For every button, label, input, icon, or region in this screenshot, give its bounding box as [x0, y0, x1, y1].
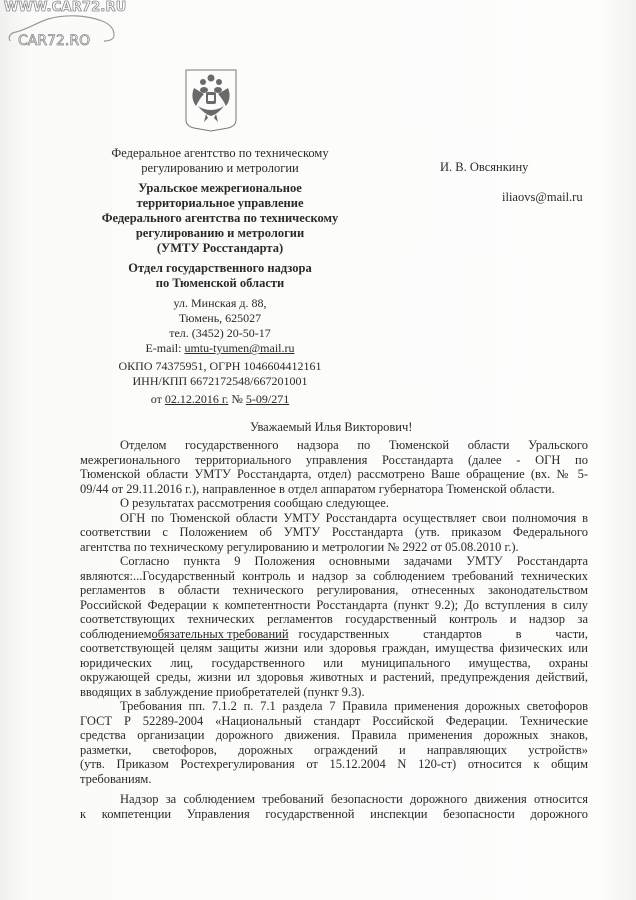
- paragraph: [80, 554, 588, 699]
- text-line: разметки, светофоров, дорожных ограждений и направляющих устройств»: [80, 742, 588, 757]
- letter-date: 02.12.2016 г.: [164, 392, 229, 406]
- sender-email-link[interactable]: umtu-tyumen@mail.ru: [184, 341, 295, 355]
- text-line: требованиям.: [80, 771, 152, 786]
- text-line: соответствующей целям защиты жизни или здоровья граждан, имущества физических или: [80, 641, 588, 655]
- text-line: Требования пп. 7.1.2 п. 7.1 раздела 7 Правила применения дорожных светофоров: [120, 699, 588, 713]
- department-line: Уральское межрегиональное: [138, 181, 302, 195]
- paragraph: [80, 792, 588, 821]
- email-label: E-mail:: [145, 341, 185, 355]
- paragraph: [80, 511, 588, 555]
- text-line: являются:...Государственный контроль и надзор за соблюдением требований технических: [80, 568, 588, 583]
- address-line: Тюмень, 625027: [178, 311, 262, 325]
- department-line: (УМТУ Росстандарта): [156, 241, 284, 255]
- underlined-text: обязательных требований: [151, 626, 289, 641]
- okpo-line: ОКПО 74375951, ОГРН 1046604412161: [118, 359, 322, 373]
- text-line: Надзор за соблюдением требований безопасности дорожного движения относится: [120, 792, 588, 806]
- date-prefix: от: [150, 392, 165, 406]
- text-line: ГОСТ Р 52289-2004 «Национальный стандарт Российской Федерации. Технические: [80, 713, 588, 728]
- text-line: юридических лиц, государственного или муниципального имущества, охраны: [80, 655, 588, 670]
- watermark: [2, 0, 132, 50]
- recipient-email: iliaovs@mail.ru: [502, 190, 583, 204]
- address-line: ул. Минская д. 88,: [173, 296, 267, 310]
- text-line: Отделом государственного надзора по Тюменской области Уральского: [120, 438, 588, 452]
- agency-name: [80, 146, 360, 176]
- watermark-logo: CAR72.RO: [18, 33, 91, 49]
- department-name: [80, 181, 360, 256]
- sender-registration: [100, 359, 340, 389]
- text-line: О результатах рассмотрения сообщаю следующее.: [120, 496, 389, 510]
- division-line: по Тюменской области: [155, 276, 285, 290]
- text-line: соответствии с Положением об УМТУ Росстандарта (утв. приказом Федерального: [80, 525, 588, 539]
- russian-coat-of-arms-icon: [184, 68, 238, 134]
- division-line: Отдел государственного надзора: [128, 261, 312, 275]
- paragraph: [80, 699, 588, 786]
- letter-body: [80, 438, 588, 821]
- inn-line: ИНН/КПП 6672172548/667201001: [132, 374, 308, 388]
- text-line: средства организации дорожного движения. Правила применения дорожных знаков,: [80, 728, 588, 742]
- division-name: [80, 261, 360, 291]
- agency-line: Федеральное агентство по техническому: [111, 146, 329, 160]
- recipient-name: И. В. Овсянкину: [440, 160, 529, 174]
- letter-number: 5-09/271: [245, 392, 290, 406]
- text-line: регламентов в области технического регулирования, отнесенных законодательством: [80, 583, 588, 597]
- paragraph: [80, 438, 588, 496]
- department-line: Федерального агентства по техническому: [101, 211, 339, 225]
- text-fragment: государственных стандартов в части,: [298, 626, 588, 641]
- text-line: к компетенции Управления государственной инспекции безопасности дорожного: [80, 806, 588, 821]
- text-line: ОГН по Тюменской области УМТУ Росстандарта осуществляет свои полномочия в: [120, 510, 588, 525]
- text-line: соответствующих технических регламентов государственный контроль и надзор за: [80, 612, 588, 626]
- paragraph: [80, 496, 588, 511]
- department-line: регулированию и метрологии: [135, 226, 305, 240]
- letter-reference: [100, 392, 340, 407]
- text-line: агентства по техническому регулированию и метрологии № 2922 от 05.08.2010 г.).: [80, 539, 519, 554]
- text-line: вводящих в заблуждение приобретателей (пункт 9.3).: [80, 684, 365, 699]
- text-line: межрегионального территориального управления Росстандарта (далее - ОГН по: [80, 452, 588, 467]
- text-line: (утв. Приказом Ростехрегулирования от 15.12.2004 N 120-ст) относится к общим: [80, 757, 588, 771]
- sender-address: [100, 296, 340, 356]
- phone-line: тел. (3452) 20-50-17: [169, 326, 271, 340]
- email-line: [100, 341, 340, 356]
- text-line: окружающей среды, жизни ил здоровья животных и растений, предупреждения действий,: [80, 670, 588, 684]
- agency-line: регулированию и метрологии: [141, 161, 299, 175]
- text-line: Российской Федерации к компетентности Росстандарта (пункт 9.2); До вступления в силу: [80, 597, 588, 612]
- text-fragment: соблюдением: [80, 626, 152, 641]
- number-prefix: №: [228, 392, 246, 406]
- text-line: [80, 627, 588, 642]
- text-line: 09/44 от 29.11.2016 г.), направленное в отдел аппаратом губернатора Тюменской области.: [80, 481, 555, 496]
- salutation: Уважаемый Илья Викторович!: [250, 420, 413, 434]
- watermark-url: WWW.CAR72.RU: [4, 0, 127, 15]
- department-line: территориальное управление: [136, 196, 304, 210]
- text-line: Согласно пункта 9 Положения основными задачами УМТУ Росстандарта: [120, 554, 588, 568]
- text-line: Тюменской области УМТУ Росстандарта, отдел) рассмотрено Ваше обращение (вх. № 5-: [80, 467, 588, 481]
